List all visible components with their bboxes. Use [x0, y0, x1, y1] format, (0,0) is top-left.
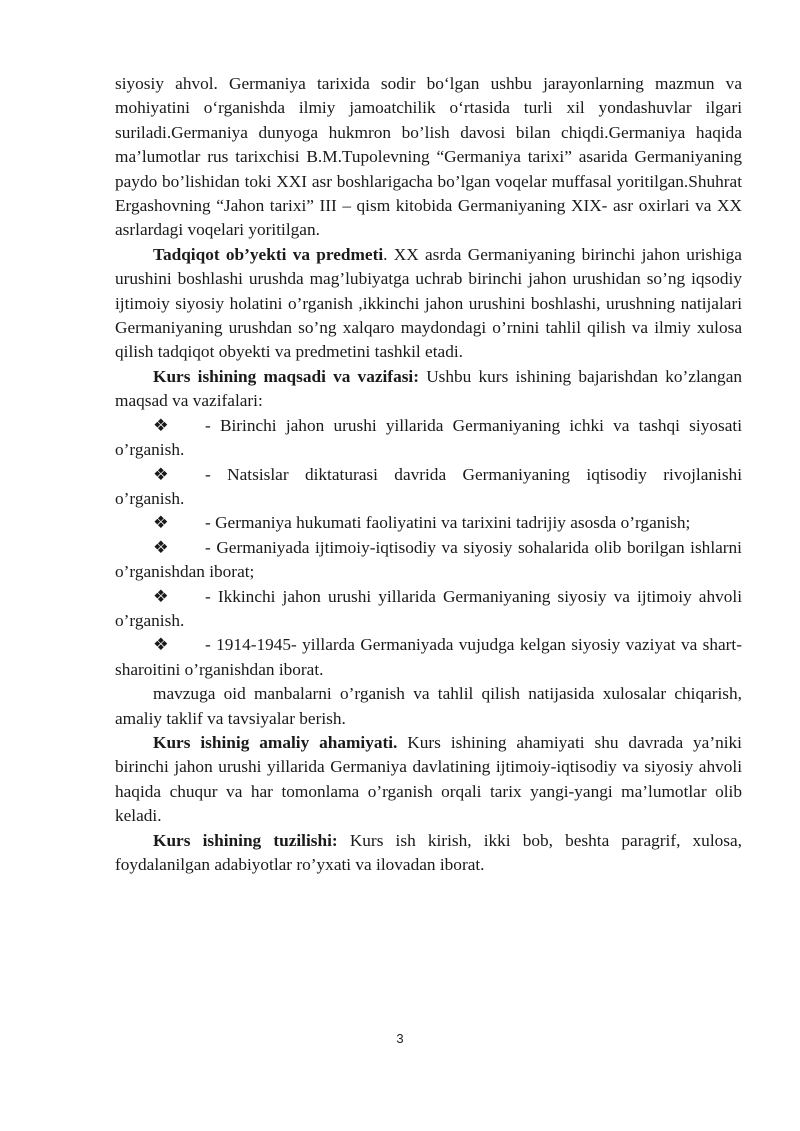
list-item: [115, 463, 742, 512]
diamond-bullet-icon: ❖: [153, 464, 169, 484]
list-item-text: - Ikkinchi jahon urushi yillarida Germaniyaning siyosiy va ijtimoiy ahvoli o’rganish.: [115, 586, 742, 630]
list-item: [115, 414, 742, 463]
paragraph-object: [115, 243, 742, 365]
list-item: [115, 511, 742, 535]
paragraph-significance-text: Kurs ishining ahamiyati shu davrada ya’niki birinchi jahon urushi yillarida Germaniya davlatining ijtimoiy-iqtisodiy va siyosiy ahvoli haqida chuqur va har tomonlama o’rganish orqali tarix yangi-yangi ma’lumotlar olib keladi.: [115, 732, 742, 826]
list-item: [115, 633, 742, 682]
diamond-bullet-icon: ❖: [153, 635, 169, 655]
paragraph-conclusions: mavzuga oid manbalarni o’rganish va tahlil qilish natijasida xulosalar chiqarish, amaliy taklif va tavsiyalar berish.: [115, 684, 742, 728]
diamond-bullet-icon: ❖: [153, 415, 169, 435]
heading-goals: Kurs ishining maqsadi va vazifasi:: [153, 366, 419, 386]
page-number: 3: [396, 1031, 404, 1046]
heading-structure: Kurs ishining tuzilishi:: [153, 830, 338, 850]
paragraph-significance: [115, 731, 742, 829]
paragraph-intro: siyosiy ahvol. Germaniya tarixida sodir bo‘lgan ushbu jarayonlarning mazmun va mohiyatini o‘rganishda ilmiy jamoatchilik o‘rtasida turli xil yondashuvlar ilgari suriladi.Germaniya dunyoga hukmron bo’lish davosi bilan chiqdi.Germaniya haqida ma’lumotlar rus tarixchisi B.M.Tupolevning “Germaniya tarixi” asarida Germaniyaning paydo bo’lishidan toki XXI asr boshlarigacha bo’lgan voqelar muffasal yoritilgan.Shuhrat Ergashovning “Jahon tarixi” III – qism kitobida Germaniyaning XIX- asr oxirlari va XX asrlardagi voqelari yoritilgan.: [115, 74, 742, 240]
diamond-bullet-icon: ❖: [153, 586, 169, 606]
paragraph-goals-text: Ushbu kurs ishining bajarishdan ko’zlangan maqsad va vazifalari:: [115, 366, 743, 411]
list-item-text: - Birinchi jahon urushi yillarida Germaniyaning ichki va tashqi siyosati o’rganish.: [115, 415, 742, 460]
list-item-text: - Natsislar diktaturasi davrida Germaniyaning iqtisodiy rivojlanishi o’rganish.: [115, 464, 742, 508]
paragraph-object-text: . XX asrda Germaniyaning birinchi jahon urishiga urushini boshlashi urushda mag’lubiyatga uchrab birinchi jahon urushidan so’ng iqsodiy ijtimoiy siyosiy holatini o’rganish ,ikkinchi jahon urushini boshlashi, urushning natijalari Germaniyaning urushdan so’ng xalqaro maydondagi o’rnini tahlil qilish va ilmiy xulosa qilish tadqiqot obyekti va predmetini tashkil etadi.: [115, 244, 742, 362]
heading-significance: Kurs ishinig amaliy ahamiyati.: [153, 732, 398, 752]
paragraph-goals: [115, 365, 742, 414]
list-item: [115, 585, 742, 634]
document-page: [115, 72, 742, 877]
list-item: [115, 536, 742, 585]
list-item-text: - 1914-1945- yillarda Germaniyada vujudga kelgan siyosiy vaziyat va shart-sharoitini o’rganishdan iborat.: [115, 635, 742, 679]
paragraph-structure: [115, 829, 742, 878]
list-item-text: - Germaniya hukumati faoliyatini va tarixini tadrijiy asosda o’rganish;: [205, 513, 691, 533]
diamond-bullet-icon: ❖: [153, 537, 169, 557]
paragraph-structure-text: Kurs ish kirish, ikki bob, beshta paragrif, xulosa, foydalanilgan adabiyotlar ro’yxati va ilovadan iborat.: [115, 830, 742, 874]
list-item-text: - Germaniyada ijtimoiy-iqtisodiy va siyosiy sohalarida olib borilgan ishlarni o’rganishdan iborat;: [115, 537, 742, 582]
diamond-bullet-icon: ❖: [153, 513, 169, 533]
heading-object: Tadqiqot ob’yekti va predmeti: [153, 244, 384, 264]
